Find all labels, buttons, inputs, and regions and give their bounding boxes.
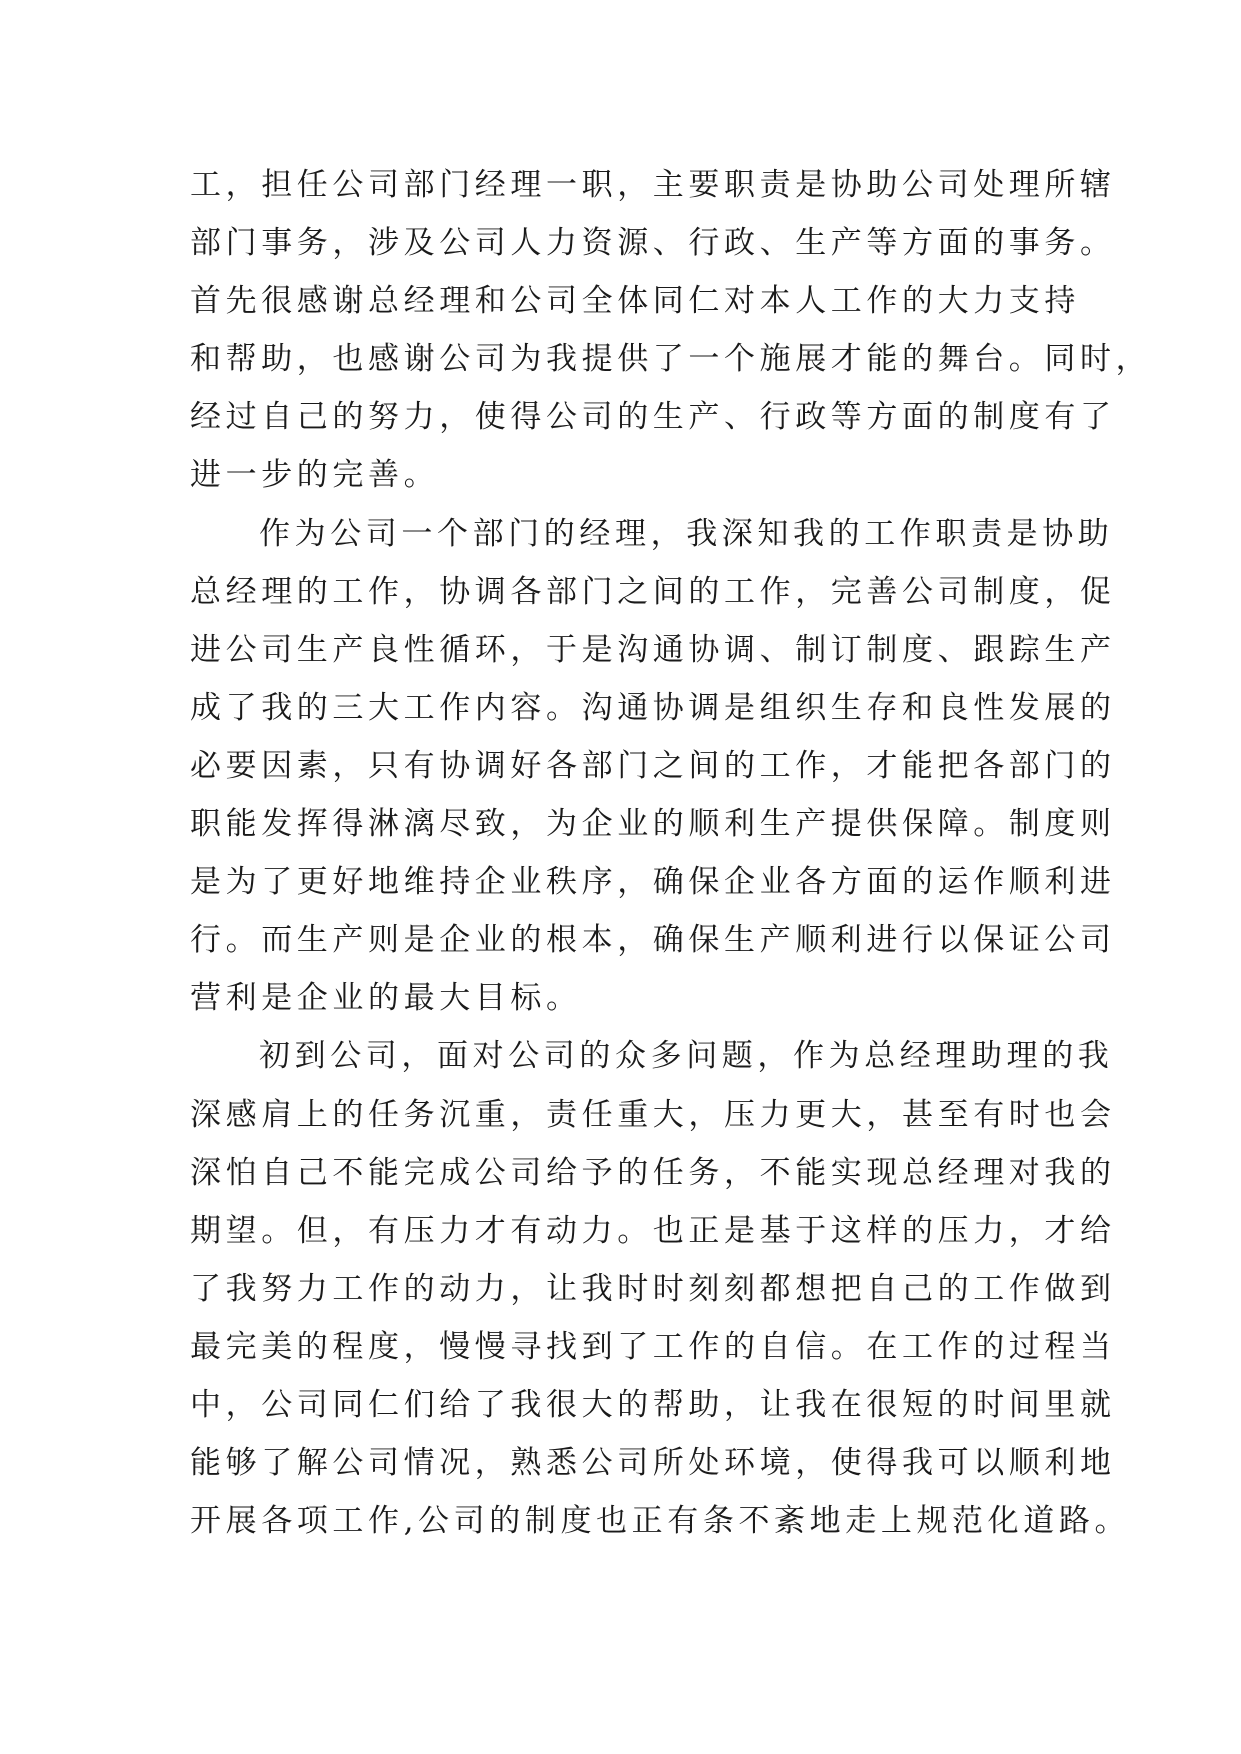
text-line: 工，担任公司部门经理一职，主要职责是协助公司处理所辖 [190, 167, 1116, 203]
text-line: 部门事务，涉及公司人力资源、行政、生产等方面的事务。 [190, 225, 1116, 262]
text-line: 行。而生产则是企业的根本，确保生产顺利进行以保证公司 [190, 922, 1116, 959]
paragraph-first-line: 初到公司，面对公司的众多问题，作为总经理助理的我 [259, 1038, 1114, 1075]
text-line: 能够了解公司情况，熟悉公司所处环境，使得我可以顺利地 [190, 1445, 1116, 1482]
text-line: 深感肩上的任务沉重，责任重大，压力更大，甚至有时也会 [190, 1096, 1116, 1133]
text-line: 必要因素，只有协调好各部门之间的工作，才能把各部门的 [190, 747, 1116, 784]
text-line: 营利是企业的最大目标。 [190, 980, 582, 1017]
text-line: 成了我的三大工作内容。沟通协调是组织生存和良性发展的 [190, 689, 1116, 726]
text-line: 进一步的完善。 [190, 457, 440, 494]
text-line: 期望。但，有压力才有动力。也正是基于这样的压力，才给 [190, 1212, 1116, 1249]
body-text [190, 156, 1152, 1550]
text-line: 和帮助，也感谢公司为我提供了一个施展才能的舞台。同时， [190, 341, 1152, 378]
text-line: 职能发挥得淋漓尽致，为企业的顺利生产提供保障。制度则 [190, 806, 1116, 843]
text-line: 开展各项工作,公司的制度也正有条不紊地走上规范化道路。 [190, 1503, 1131, 1540]
text-line: 首先很感谢总经理和公司全体同仁对本人工作的大力支持 [190, 283, 1080, 320]
text-line: 经过自己的努力，使得公司的生产、行政等方面的制度有了 [190, 399, 1116, 436]
text-line: 中，公司同仁们给了我很大的帮助，让我在很短的时间里就 [190, 1386, 1116, 1423]
text-line: 最完美的程度，慢慢寻找到了工作的自信。在工作的过程当 [190, 1328, 1116, 1365]
text-line: 总经理的工作，协调各部门之间的工作，完善公司制度，促 [190, 573, 1116, 610]
text-line: 深怕自己不能完成公司给予的任务，不能实现总经理对我的 [190, 1154, 1116, 1191]
text-line: 了我努力工作的动力，让我时时刻刻都想把自己的工作做到 [190, 1270, 1116, 1307]
paragraph-first-line: 作为公司一个部门的经理，我深知我的工作职责是协助 [259, 515, 1114, 552]
text-line: 是为了更好地维持企业秩序，确保企业各方面的运作顺利进 [190, 864, 1116, 901]
text-line: 进公司生产良性循环，于是沟通协调、制订制度、跟踪生产 [190, 631, 1116, 668]
